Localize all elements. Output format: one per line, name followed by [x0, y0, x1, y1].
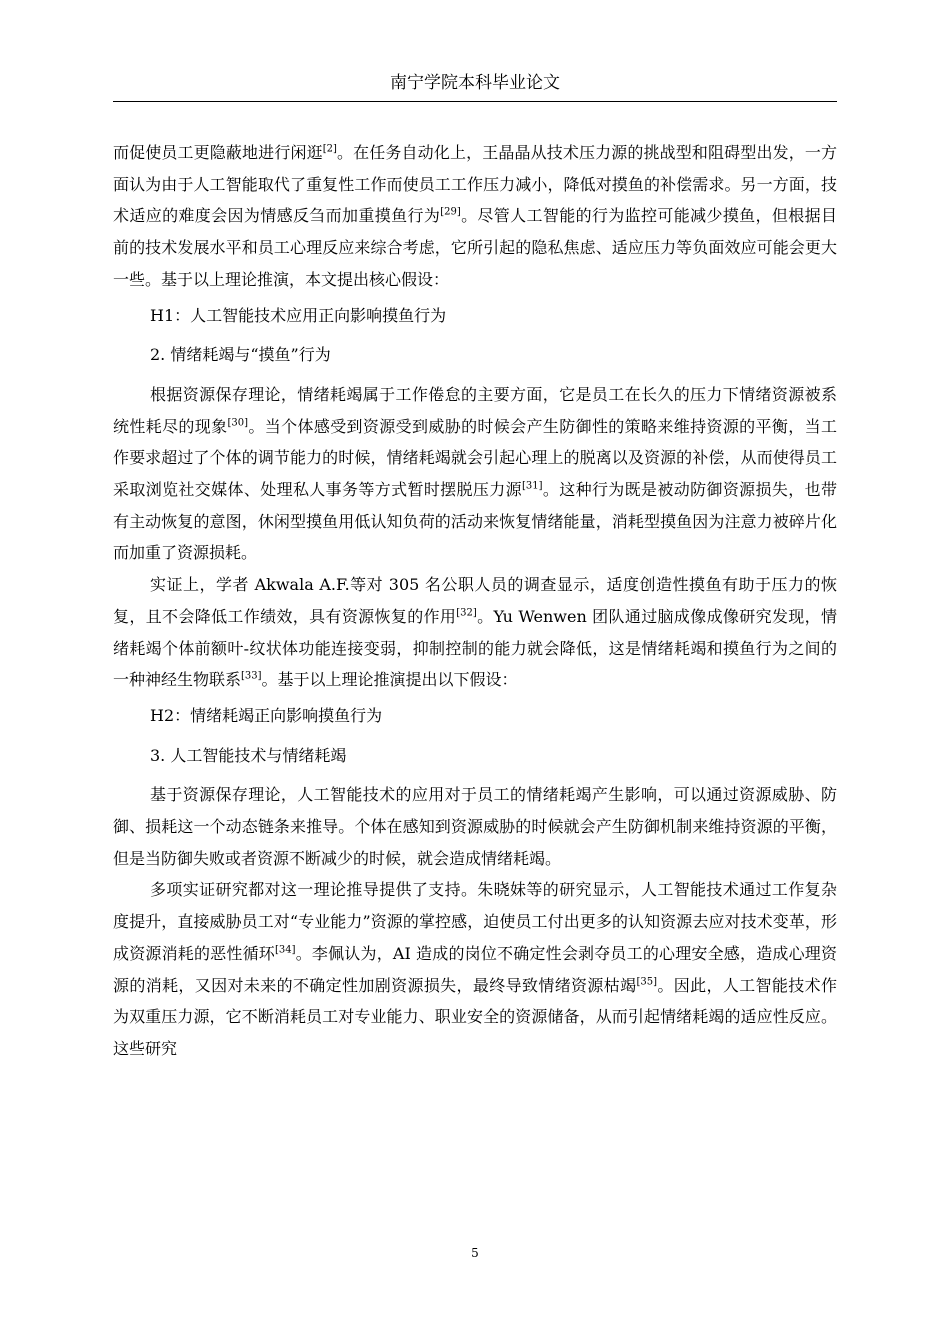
paragraph-text: 。尽管人工智能的行为监控可能减少摸鱼，但根据目前的技术发展水平和员工心理反应来综合考虑，它所引起的隐私焦虑、适应压力等负面效应可能会更大一些。基于以上理论推演，本文提出核心假设： [113, 206, 837, 289]
hypothesis-h2: H2：情绪耗竭正向影响摸鱼行为 [150, 705, 383, 725]
paragraph: 基于资源保存理论，人工智能技术的应用对于员工的情绪耗竭产生影响，可以通过资源威胁、防御、损耗这一个动态链条来推导。个体在感知到资源威胁的时候就会产生防御机制来维持资源的平衡，但是当防御失败或者资源不断减少的时候，就会造成情绪耗竭。 [113, 785, 837, 868]
paragraph-text: 而促使员工更隐蔽地进行闲逛 [113, 143, 323, 162]
citation-ref: [34] [274, 944, 296, 956]
paragraph [113, 874, 837, 1064]
paragraph-text: 根据资源保存理论，情绪耗竭属于工作倦怠的主要方面，它是员工在长久的压力下情绪资源被系统性耗尽的现象 [113, 384, 837, 436]
paragraph-continued [113, 137, 837, 296]
paragraph-text: 。Yu Wenwen 团队通过脑成像成像研究发现，情绪耗竭个体前额叶-纹状体功能连接变弱，抑制控制的能力就会降低，这是情绪耗竭和摸鱼行为之间的一种神经生物联系 [113, 606, 837, 690]
paragraph-text: 。因此，人工智能技术作为双重压力源，它不断消耗员工对专业能力、职业安全的资源储备，从而引起情绪耗竭的适应性反应。这些研究 [113, 975, 837, 1058]
citation-ref: [32] [456, 607, 477, 619]
paragraph [113, 379, 837, 569]
citation-ref: [35] [636, 976, 658, 988]
citation-ref: [33] [241, 670, 262, 682]
citation-ref: [29] [440, 207, 461, 219]
paragraph [113, 569, 837, 696]
section-heading-3: 3. 人工智能技术与情绪耗竭 [150, 745, 347, 765]
paragraph-text: 。李佩认为，AI 造成的岗位不确定性会剥夺员工的心理安全感，造成心理资源的消耗，又因对未来的不确定性加剧资源损失，最终导致情绪资源枯竭 [113, 943, 837, 995]
page-body [113, 137, 837, 1065]
page-header-title: 南宁学院本科毕业论文 [390, 73, 560, 93]
paragraph-text: 多项实证研究都对这一理论推导提供了支持。朱晓妹等的研究显示，人工智能技术通过工作复杂度提升，直接威胁员工对“专业能力”资源的掌控感，迫使员工付出更多的认知资源去应对技术变革，形成资源消耗的恶性循环 [113, 880, 837, 963]
section-heading-2: 2. 情绪耗竭与“摸鱼”行为 [150, 345, 331, 365]
hypothesis-h1: H1：人工智能技术应用正向影响摸鱼行为 [150, 305, 447, 325]
paragraph-text: 。当个体感受到资源受到威胁的时候会产生防御性的策略来维持资源的平衡，当工作要求超过了个体的调节能力的时候，情绪耗竭就会引起心理上的脱离以及资源的补偿，从而使得员工采取浏览社交媒体、处理私人事务等方式暂时摆脱压力源 [113, 416, 837, 500]
citation-ref: [30] [227, 417, 249, 429]
paragraph-text: 。基于以上理论推演提出以下假设： [261, 670, 518, 690]
citation-ref: [31] [521, 480, 543, 492]
paragraph-text: 。在任务自动化上，王晶晶从技术压力源的挑战型和阻碍型出发，一方面认为由于人工智能取代了重复性工作而使员工工作压力减小，降低对摸鱼的补偿需求。另一方面，技术适应的难度会因为情感反刍而加重摸鱼行为 [113, 143, 837, 226]
header-divider [113, 101, 837, 102]
paragraph-text: 实证上，学者 Akwala A.F.等对 305 名公职人员的调查显示，适度创造性摸鱼有助于压力的恢复，且不会降低工作绩效，具有资源恢复的作用 [113, 575, 837, 626]
paragraph-text: 。这种行为既是被动防御资源损失，也带有主动恢复的意图，休闲型摸鱼用低认知负荷的活动来恢复情绪能量，消耗型摸鱼因为注意力被碎片化而加重了资源损耗。 [113, 480, 837, 563]
page-number: 5 [471, 1246, 479, 1260]
citation-ref: [2] [322, 143, 337, 155]
